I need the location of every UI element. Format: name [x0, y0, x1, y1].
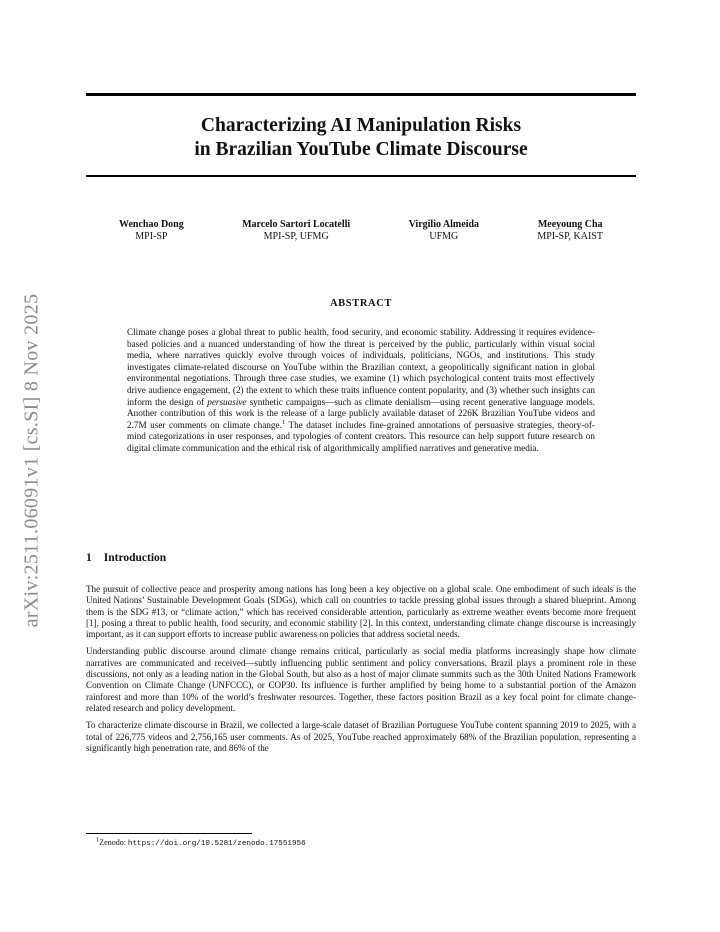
title-rule-top [86, 93, 636, 96]
title-rule-bottom [86, 175, 636, 177]
author [242, 219, 350, 243]
footnote [96, 838, 306, 849]
paper-title [86, 114, 636, 162]
abstract-text [127, 327, 595, 455]
title-line-2: in Brazilian YouTube Climate Discourse [194, 139, 528, 160]
section-heading [86, 552, 166, 564]
paragraph: Understanding public discourse around climate change remains critical, particularly as social media platforms increasingly shape how climate narratives are communicated and received—subtly influencing public sentiment and policy conversations. Brazil plays a prominent role in these discussions, not only as a leading nation in the Global South, but also as a host of major climate summits such as the 30th United Nations Framework Convention on Climate Change (UNFCCC), or COP30. Its influence is further amplified by being home to a substantial portion of the Amazon rainforest and more than 10% of the world’s freshwater resources. Together, these factors position Brazil as a key focal point for climate change-related research and policy development. [86, 646, 636, 713]
section-number: 1 [86, 552, 92, 564]
footnote-rule [86, 833, 252, 834]
author-name: Virgilio Almeida [408, 219, 480, 230]
author-name: Meeyoung Cha [537, 219, 603, 230]
paragraph: The pursuit of collective peace and prosperity among nations has long been a key objective on a global scale. One embodiment of such ideals is the United Nations’ Sustainable Development Goals (SDGs), which call on countries to tackle pressing global issues through a shared blueprint. Among them is the SDG #13, or “climate action,” which has received considerable attention, particularly as extreme weather events become more frequent [1], posing a threat to public health, food security, and economic stability [2]. In this context, understanding climate change discourse is increasingly important, as it can support efforts to increase public awareness on policies that address societal needs. [86, 584, 636, 640]
abstract-part-2: synthetic campaigns—such as climate denialism—using recent generative language models. Another contribution of this work is the release of a large publicly available dataset of 226K Brazilian YouTube videos and 2.7M user comments on climate change. [127, 396, 595, 430]
paragraph: To characterize climate discourse in Brazil, we collected a large-scale dataset of Brazilian Portuguese YouTube content spanning 2019 to 2025, with a total of 226,775 videos and 2,756,165 user comments. As of 2025, YouTube reached approximately 68% of the Brazilian population, representing a significantly high penetration rate, and 86% of the [86, 720, 636, 753]
author-name: Wenchao Dong [119, 219, 184, 230]
author [409, 219, 479, 243]
author-list [86, 219, 636, 243]
author-affiliation: UFMG [429, 231, 459, 242]
author-affiliation: MPI-SP, UFMG [263, 231, 329, 242]
author-affiliation: MPI-SP [135, 231, 168, 242]
footnote-number: 1 [96, 836, 100, 844]
footnote-label: Zenodo: [99, 838, 128, 847]
arxiv-stamp-text: arXiv:2511.06091v1 [cs.SI] 8 Nov 2025 [20, 293, 43, 627]
body-text [86, 584, 636, 760]
abstract-emphasis: persuasive [207, 396, 247, 407]
abstract-part-1: Climate change poses a global threat to public health, food security, and economic stability. Addressing it requires evidence-based policies and a nuanced understanding of how the threat is perceived by the public, particularly within visual social media, where narratives quickly evolve through voices of individuals, politicians, NGOs, and institutions. This study investigates climate-related discourse on YouTube within the Brazilian context, a geopolitically significant nation in global environmental negotiations. Through three case studies, we examine (1) which psychological content traits most effectively drive audience engagement, (2) the extent to which these traits influence content popularity, and (3) whether such insights can inform the design of [127, 327, 595, 407]
arxiv-stamp [12, 260, 52, 660]
author [119, 219, 184, 243]
title-line-1: Characterizing AI Manipulation Risks [200, 115, 522, 136]
abstract-heading: ABSTRACT [330, 298, 392, 309]
author-name: Marcelo Sartori Locatelli [242, 219, 351, 230]
author-affiliation: MPI-SP, KAIST [537, 231, 603, 242]
abstract-part-3: The dataset includes fine-grained annotations of persuasive strategies, theory-of-mind categorizations in user responses, and typologies of content creators. This resource can help support future research on digital climate communication and the ethical risk of algorithmically amplified narratives and generative media. [127, 419, 595, 453]
footnote-link[interactable]: https://doi.org/10.5281/zenodo.17551956 [127, 840, 306, 848]
author [537, 219, 603, 243]
footnote-marker[interactable]: 1 [281, 418, 286, 426]
section-title: Introduction [103, 552, 167, 564]
